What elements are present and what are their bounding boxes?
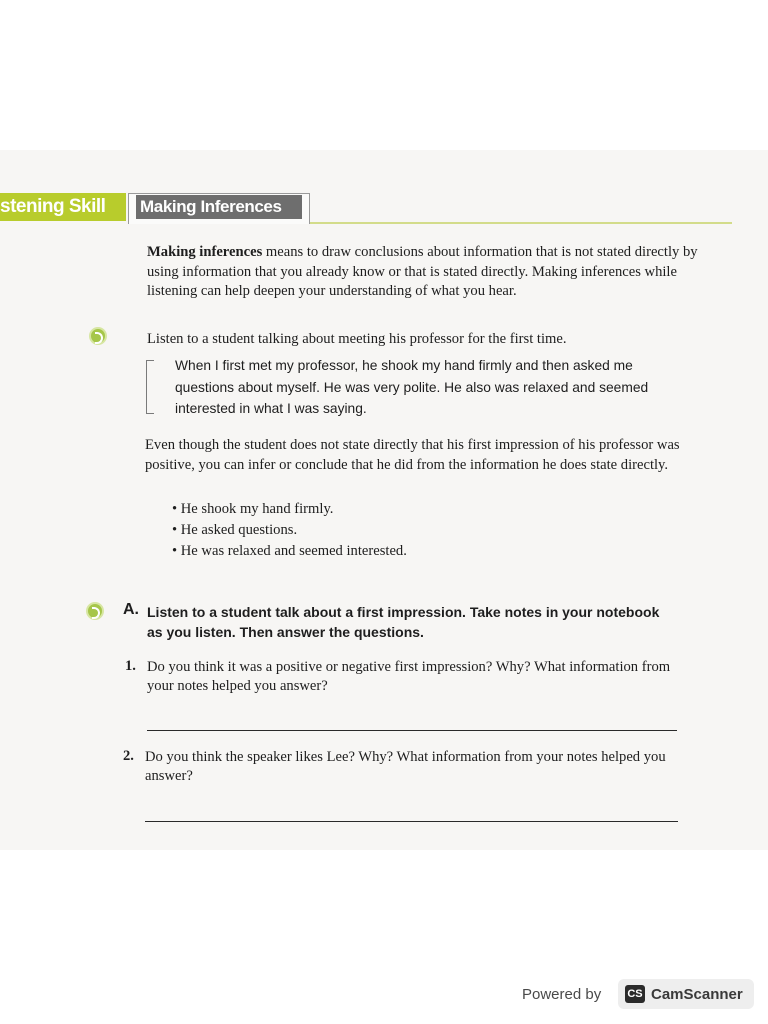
- section-title: Making Inferences: [140, 197, 282, 216]
- intro-text: means to draw conclusions about information that is not stated directly by using information that you already know or that is stated directly. Making inferences while listening can help deepen your understanding of what you hear.: [147, 244, 698, 299]
- header-rule: [310, 222, 732, 224]
- camscanner-brand: CamScanner: [651, 986, 743, 1003]
- example-explanation: Even though the student does not state directly that his first impression of his professor was positive, you can infer or conclude that he did from the information he does state directly.: [145, 437, 680, 473]
- exercise-instruction: Listen to a student talk about a first impression. Take notes in your notebook as you listen. Then answer the questions.: [147, 604, 660, 640]
- question-text: Do you think the speaker likes Lee? Why? What information from your notes helped you answer?: [145, 749, 666, 784]
- example-instruction: Listen to a student talking about meeting his professor for the first time.: [147, 331, 567, 347]
- audio-icon[interactable]: [89, 327, 107, 345]
- list-item: • He was relaxed and seemed interested.: [172, 541, 407, 562]
- intro-paragraph: [147, 243, 707, 302]
- example-quote: When I first met my professor, he shook my hand firmly and then asked me questions about myself. He was very polite. He also was relaxed and seemed interested in what I was saying.: [175, 358, 649, 416]
- exercise-label: A.: [123, 601, 139, 618]
- question-number: 1.: [125, 658, 136, 674]
- evidence-list: [172, 499, 407, 562]
- answer-line[interactable]: [145, 821, 678, 822]
- audio-icon[interactable]: [86, 602, 104, 620]
- answer-line[interactable]: [147, 730, 677, 731]
- powered-by-text: Powered by: [522, 986, 602, 1003]
- question-number: 2.: [123, 748, 134, 764]
- question-text: Do you think it was a positive or negative first impression? Why? What information from your notes helped you answer?: [147, 659, 671, 694]
- intro-term: Making inferences: [147, 244, 263, 260]
- section-label: stening Skill: [0, 196, 106, 217]
- list-item: • He shook my hand firmly.: [172, 499, 407, 520]
- list-item: • He asked questions.: [172, 520, 407, 541]
- quote-bracket: [146, 360, 154, 414]
- camscanner-icon: CS: [625, 985, 645, 1003]
